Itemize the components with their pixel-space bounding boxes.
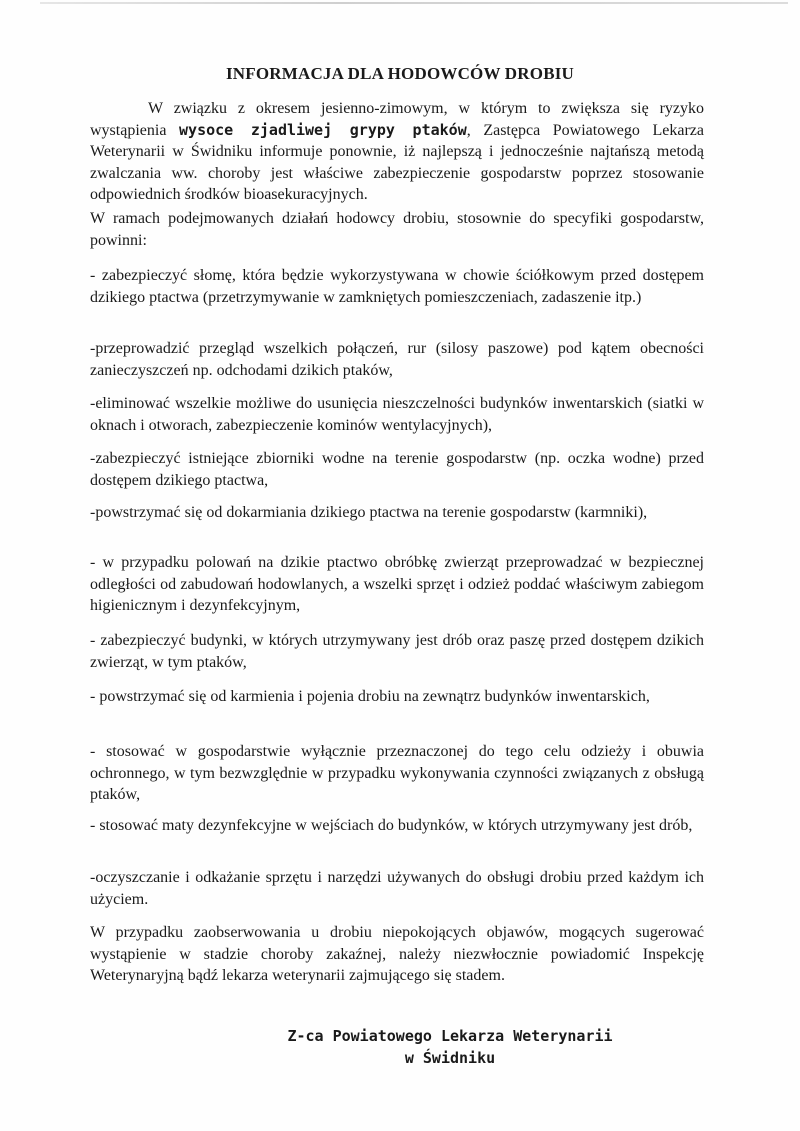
- list-item: -powstrzymać się od dokarmiania dzikiego ptactwa na terenie gospodarstw (karmniki),: [90, 504, 648, 521]
- list-item: -oczyszczanie i odkażanie sprzętu i narzędzi używanych do obsługi drobiu przed każdym ich użyciem.: [90, 869, 704, 908]
- lead-paragraph: W ramach podejmowanych działań hodowcy drobiu, stosownie do specyfiki gospodarstw, powinni:: [90, 210, 704, 249]
- signature-location: w Świdniku: [404, 1048, 496, 1067]
- list-item: - stosować maty dezynfekcyjne w wejściach do budynków, w których utrzymywany jest drób,: [90, 817, 693, 834]
- scan-edge-line: [40, 2, 788, 4]
- document-title: INFORMACJA DLA HODOWCÓW DROBIU: [225, 64, 575, 83]
- list-item: - powstrzymać się od karmienia i pojenia drobiu na zewnątrz budynków inwentarskich,: [90, 688, 650, 705]
- intro-text-2: , Zastępca Powiatowego Lekarza Weterynarii w Świdniku informuje ponownie, iż najlepszą i jednocześnie najtańszą metodą zwalczania ww. choroby jest właściwe zabezpieczenie gospodarstw poprzez stosowanie odpowiednich środków bioasekuracyjnych.: [90, 121, 704, 203]
- list-item: -przeprowadzić przegląd wszelkich połączeń, rur (silosy paszowe) pod kątem obecności zanieczyszczeń np. odchodami dzikich ptaków,: [90, 340, 704, 379]
- closing-paragraph: W przypadku zaobserwowania u drobiu niepokojących objawów, mogących sugerować wystąpienie w stadzie choroby zakaźnej, należy niezwłocznie powiadomić Inspekcję Weterynaryjną bądź lekarza weterynarii zajmującego się stadem.: [90, 924, 704, 984]
- signature-block: [250, 1026, 650, 1069]
- list-item: - zabezpieczyć słomę, która będzie wykorzystywana w chowie ściółkowym przed dostępem dzikiego ptactwa (przetrzymywanie w zamkniętych pomieszczeniach, zadaszenie itp.): [90, 267, 704, 306]
- list-item: -eliminować wszelkie możliwe do usunięcia nieszczelności budynków inwentarskich (siatki w oknach i otworach, zabezpieczenie kominów wentylacyjnych),: [90, 395, 704, 434]
- signature-title: Z-ca Powiatowego Lekarza Weterynarii: [287, 1027, 613, 1045]
- intro-paragraph: [90, 98, 704, 206]
- list-item: -zabezpieczyć istniejące zbiorniki wodne na terenie gospodarstw (np. oczka wodne) przed dostępem dzikiego ptactwa,: [90, 450, 704, 489]
- intro-emphasis: wysoce zjadliwej grypy ptaków: [179, 120, 467, 139]
- intro-text-1: W związku z okresem jesienno-zimowym, w którym to zwiększa się ryzyko wystąpienia: [90, 100, 704, 139]
- list-item: - w przypadku polowań na dzikie ptactwo obróbkę zwierząt przeprowadzać w bezpiecznej odległości od zabudowań hodowlanych, a wszelki sprzęt i odzież poddać właściwym zabiegom higienicznym i dezynfekcyjnym,: [90, 554, 704, 614]
- list-item: - zabezpieczyć budynki, w których utrzymywany jest drób oraz paszę przed dostępem dzikich zwierząt, w tym ptaków,: [90, 632, 704, 671]
- list-item: - stosować w gospodarstwie wyłącznie przeznaczonej do tego celu odzieży i obuwia ochronnego, w tym bezwzględnie w przypadku wykonywania czynności związanych z obsługą ptaków,: [90, 743, 704, 803]
